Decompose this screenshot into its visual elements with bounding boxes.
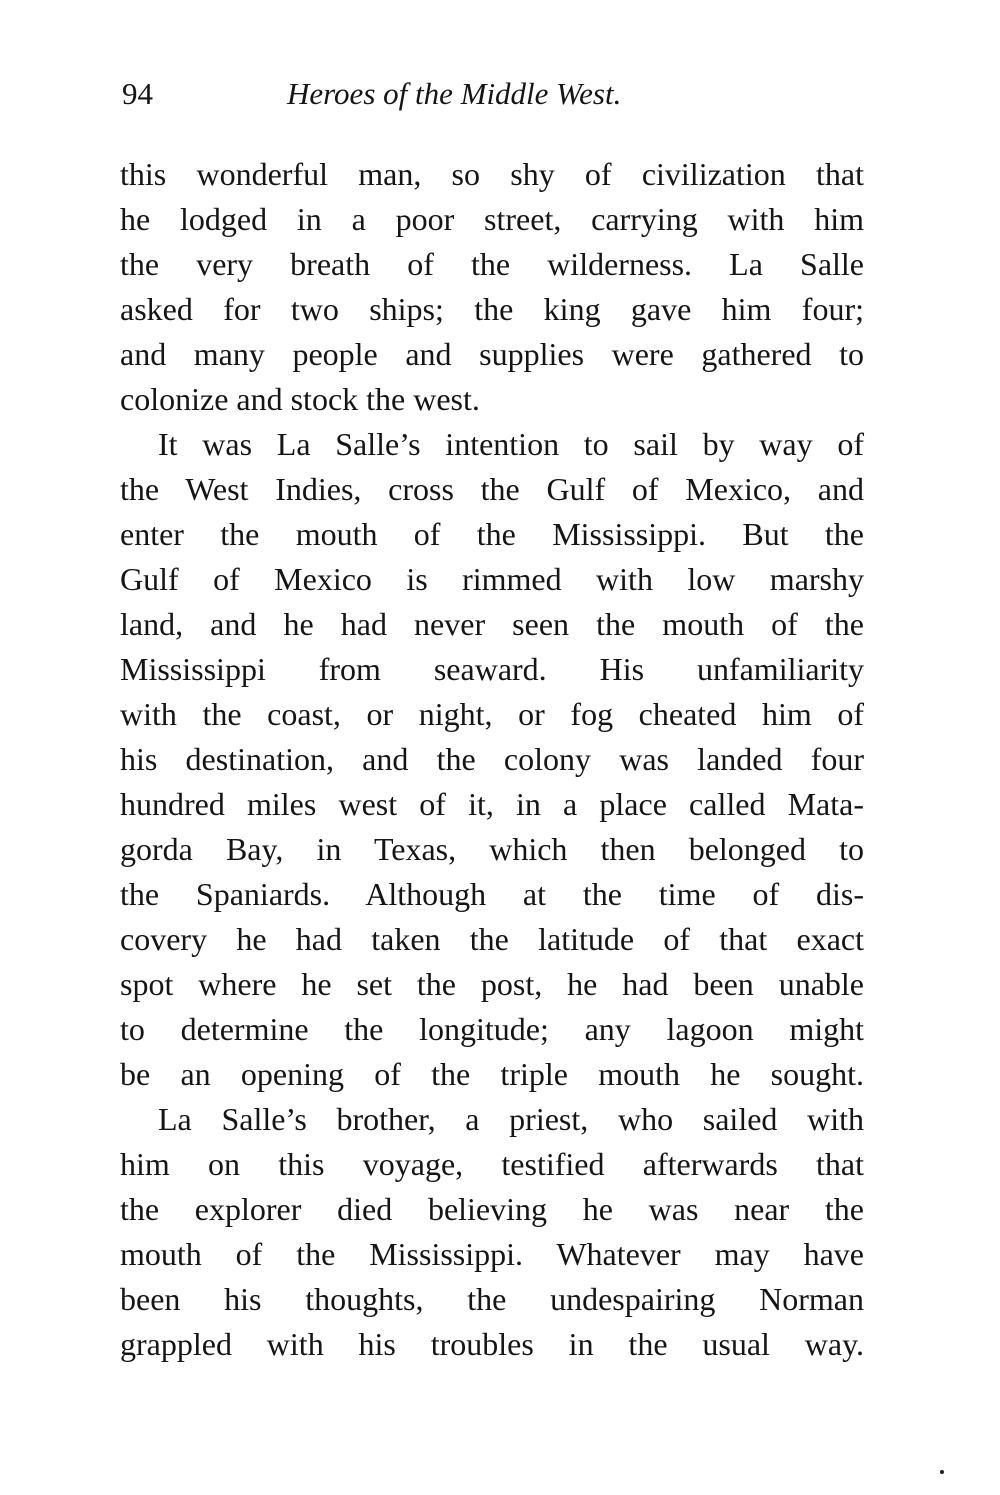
text-line: to determine the longitude; any lagoon might [120,1011,864,1047]
page-header [122,74,862,118]
paragraph-1 [120,152,864,422]
text-line: and many people and supplies were gathered to [120,336,864,372]
text-line: Mississippi from seaward. His unfamiliarity [120,651,864,687]
text-line: the very breath of the wilderness. La Salle [120,246,864,282]
paragraph-3 [120,1097,864,1367]
text-line: La Salle’s brother, a priest, who sailed with [158,1101,864,1137]
body-text [120,152,864,1367]
text-line: covery he had taken the latitude of that exact [120,921,864,957]
text-line: him on this voyage, testified afterwards that [120,1146,864,1182]
text-line: the explorer died believing he was near the [120,1191,864,1227]
text-line: land, and he had never seen the mouth of the [120,606,864,642]
text-line: mouth of the Mississippi. Whatever may have [120,1236,864,1272]
text-line: he lodged in a poor street, carrying with him [120,201,864,237]
text-line: It was La Salle’s intention to sail by way of [158,426,864,462]
text-line: enter the mouth of the Mississippi. But the [120,516,864,552]
running-title: Heroes of the Middle West. [287,76,622,111]
text-line: asked for two ships; the king gave him four; [120,291,864,327]
text-line: with the coast, or night, or fog cheated him of [120,696,864,732]
text-line: the Spaniards. Although at the time of dis- [120,876,864,912]
paragraph-2 [120,422,864,1097]
text-line: been his thoughts, the undespairing Norman [120,1281,864,1317]
page-number: 94 [122,76,153,111]
text-line: colonize and stock the west. [120,381,480,417]
text-line: gorda Bay, in Texas, which then belonged to [120,831,864,867]
text-line: his destination, and the colony was landed four [120,741,864,777]
text-line: this wonderful man, so shy of civilization that [120,156,864,192]
text-line: the West Indies, cross the Gulf of Mexico, and [120,471,864,507]
text-line: be an opening of the triple mouth he sought. [120,1056,864,1092]
text-line: spot where he set the post, he had been unable [120,966,864,1002]
text-line: grappled with his troubles in the usual way. [120,1326,864,1362]
text-line: hundred miles west of it, in a place called Mata- [120,786,864,822]
text-line: Gulf of Mexico is rimmed with low marshy [120,561,864,597]
ink-speck [940,1470,944,1474]
